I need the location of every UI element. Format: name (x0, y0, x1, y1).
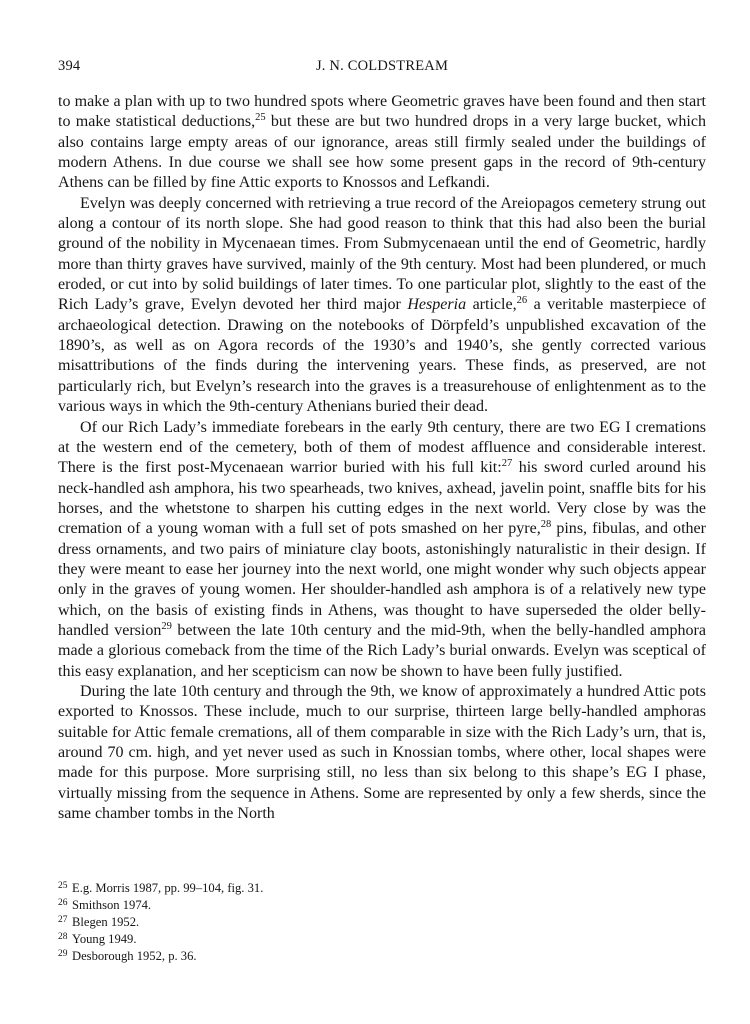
paragraph-3: Of our Rich Lady’s immediate forebears in the early 9th century, there are two EG I cremations at the western end of the cemetery, both of them of modest affluence and considerable interest. There is the first post-Mycenaean warrior buried with his full kit:$^{27}$ his sword curled around his neck-handled ash amphora, his two spearheads, two knives, axhead, javelin point, snaffle bits for his horses, and the whetstone to sharpen his cutting edges in the next world. Very close by was the cremation of a young woman with a full set of pots smashed on her pyre,$^{28}$ pins, fibulas, and other dress ornaments, and two pairs of miniature clay boots, astonishingly naturalistic in their design. If they were meant to ease her journey into the next world, one might wonder why such objects appear only in the graves of young women. Her shoulder-handled ash amphora is of a relatively new type which, on the basis of existing finds in Athens, was thought to have superseded the older belly-handled version$^{29}$ between the late 10th century and the mid-9th, when the belly-handled amphora made a glorious comeback from the time of the Rich Lady’s burial onwards. Evelyn was sceptical of this easy explanation, and her scepticism can now be shown to have been fully justified. (58, 418, 706, 680)
footnote: 26 Smithson 1974. (58, 897, 152, 912)
page-number: 394 (58, 58, 81, 74)
paragraph-1: to make a plan with up to two hundred spots where Geometric graves have been found and then start to make statistical deductions,$^{25}$ but these are but two hundred drops in a very large bucket, which also contains large empty areas of our ignorance, areas still firmly sealed under the buildings of modern Athens. In due course we shall see how some present gaps in the record of 9th-century Athens can be filled by fine Attic exports to Knossos and Lefkandi. (58, 93, 706, 192)
footnote: 27 Blegen 1952. (58, 914, 140, 929)
footnote-ref-29[interactable]: 29 (161, 620, 172, 632)
running-head: J. N. COLDSTREAM (315, 58, 449, 74)
paragraph-2: Evelyn was deeply concerned with retrieving a true record of the Areiopagos cemetery strung out along a contour of its north slope. She had good reason to think that this had also been the burial ground of the nobility in Mycenaean times. From Submycenaean until the end of Geometric, hardly more than thirty graves have survived, mainly of the 9th century. Most had been plundered, or much eroded, or cut into by solid buildings of later times. To one particular plot, slightly to the east of the Rich Lady’s grave, Evelyn devoted her third major Hesperia article,$^{26}$ a veritable masterpiece of archaeological detection. Drawing on the notebooks of Dörpfeld’s unpublished excavation of the 1890’s, as well as on Agora records of the 1930’s and 1940’s, she gently corrected various misattributions of the finds during the intervening years. These finds, as preserved, are not particularly rich, but Evelyn’s research into the graves is a treasurehouse of enlightenment as to the various ways in which the 9th-century Athenians buried their dead. (58, 194, 706, 416)
footnote: 28 Young 1949. (58, 931, 137, 946)
body-text (58, 92, 706, 824)
page-header (58, 58, 706, 80)
footnote-ref-26[interactable]: 26 (516, 295, 528, 307)
footnote: 25 E.g. Morris 1987, pp. 99–104, fig. 31. (58, 881, 264, 895)
footnotes (58, 880, 706, 965)
footnote-ref-25[interactable]: 25 (255, 112, 266, 124)
paragraph-4: During the late 10th century and through the 9th, we know of approximately a hundred Attic pots exported to Knossos. These include, much to our surprise, thirteen large belly-handled amphoras suitable for Attic female cremations, all of them comparable in size with the Rich Lady’s urn, that is, around 70 cm. high, and yet never used as such in Knossian tombs, where other, local shapes were made for this purpose. More surprising still, no less than six belong to this shape’s EG I phase, virtually missing from the sequence in Athens. Some are represented by only a few sherds, since the same chamber tombs in the North (58, 682, 706, 823)
footnote-text: Smithson 1974. (72, 897, 152, 912)
footnote-text: Blegen 1952. (72, 914, 140, 929)
footnote-ref-27[interactable]: 27 (501, 458, 513, 470)
footnote-text: E.g. Morris 1987, pp. 99–104, fig. 31. (72, 881, 264, 895)
footnote: 29 Desborough 1952, p. 36. (58, 948, 197, 963)
footnote-text: Young 1949. (72, 931, 137, 946)
footnote-ref-28[interactable]: 28 (540, 519, 552, 531)
journal-title: Hesperia (407, 296, 467, 314)
footnote-text: Desborough 1952, p. 36. (72, 948, 197, 963)
